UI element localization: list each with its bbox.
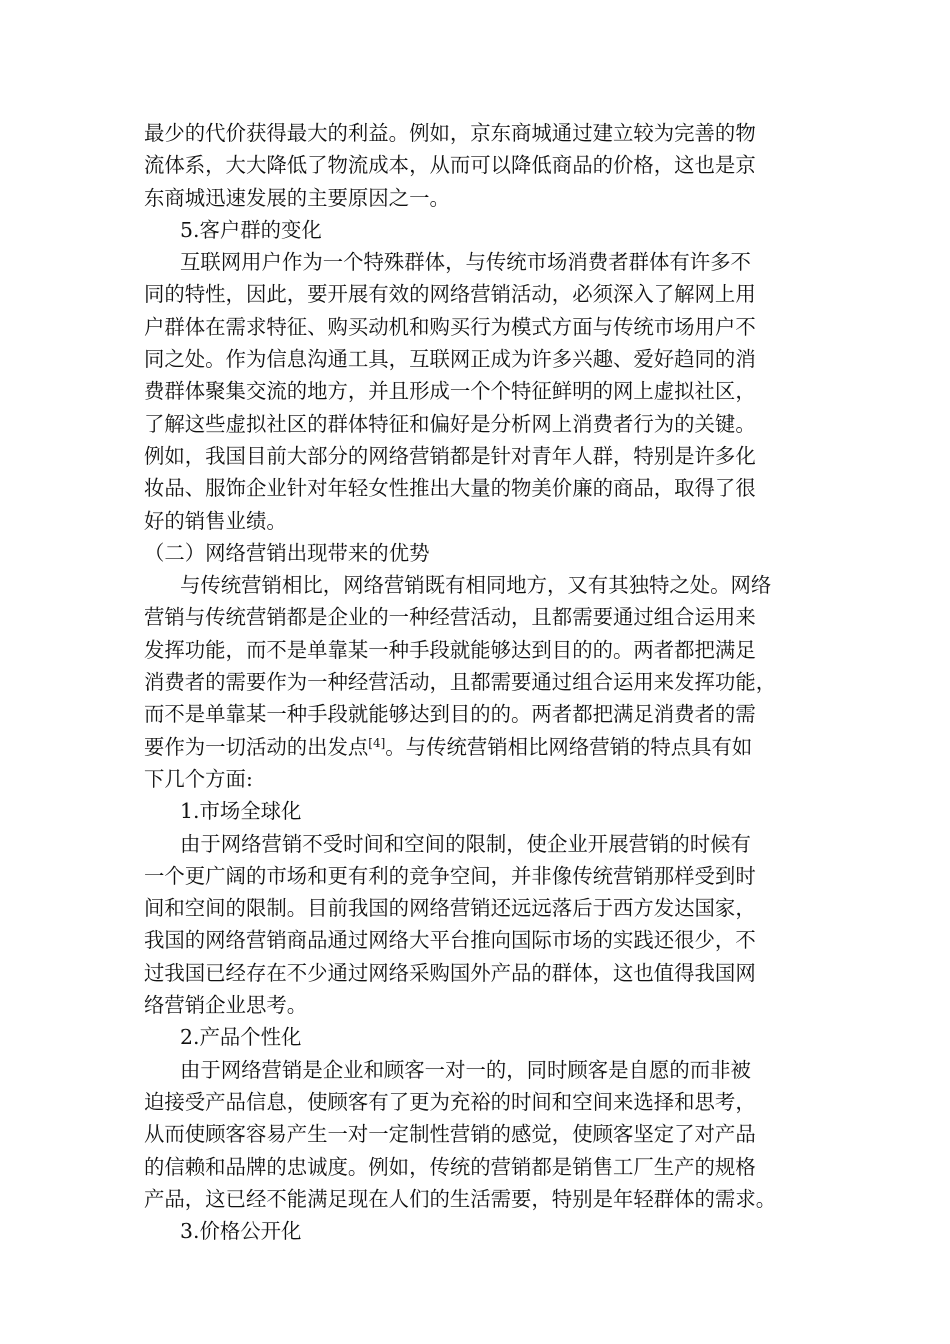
paragraph-line: 营销与传统营销都是企业的一种经营活动，且都需要通过组合运用来 [144, 605, 756, 630]
document-body [144, 117, 814, 1247]
paragraph-line: 消费者的需要作为一种经营活动，且都需要通过组合运用来发挥功能， [144, 670, 777, 695]
paragraph-line: 好的销售业绩。 [144, 508, 287, 533]
paragraph-line: 从而使顾客容易产生一对一定制性营销的感觉，使顾客坚定了对产品 [144, 1122, 756, 1147]
paragraph-line: 我国的网络营销商品通过网络大平台推向国际市场的实践还很少，不 [144, 928, 756, 953]
paragraph-line: 东商城迅速发展的主要原因之一。 [144, 185, 450, 210]
paragraph-line: 流体系，大大降低了物流成本，从而可以降低商品的价格，这也是京 [144, 153, 756, 178]
paragraph-line: 发挥功能，而不是单靠某一种手段就能够达到目的的。两者都把满足 [144, 637, 756, 662]
paragraph-line-with-citation [144, 731, 814, 763]
citation-line-tail: 。与传统营销相比网络营销的特点具有如 [385, 734, 753, 759]
paragraph-line: 例如，我国目前大部分的网络营销都是针对青年人群，特别是许多化 [144, 443, 756, 468]
section-heading: 5.客户群的变化 [180, 217, 322, 242]
paragraph-line: 户群体在需求特征、购买动机和购买行为模式方面与传统市场用户不 [144, 314, 756, 339]
paragraph-line: 互联网用户作为一个特殊群体，与传统市场消费者群体有许多不 [180, 250, 751, 275]
section-heading: 1.市场全球化 [180, 799, 302, 824]
paragraph-line: 与传统营销相比，网络营销既有相同地方，又有其独特之处。网络 [180, 573, 772, 598]
paragraph-line: 妆品、服饰企业针对年轻女性推出大量的物美价廉的商品，取得了很 [144, 476, 756, 501]
citation-line-text: 要作为一切活动的出发点 [144, 734, 369, 759]
paragraph-line: 产品，这已经不能满足现在人们的生活需要，特别是年轻群体的需求。 [144, 1186, 777, 1211]
paragraph-line: 同的特性，因此，要开展有效的网络营销活动，必须深入了解网上用 [144, 282, 756, 307]
section-heading: 3.价格公开化 [180, 1219, 302, 1244]
paragraph-line: 的信赖和品牌的忠诚度。例如，传统的营销都是销售工厂生产的规格 [144, 1154, 756, 1179]
paragraph-line: 了解这些虚拟社区的群体特征和偏好是分析网上消费者行为的关键。 [144, 411, 756, 436]
paragraph-line: 下几个方面: [144, 766, 253, 791]
paragraph-line: 过我国已经存在不少通过网络采购国外产品的群体，这也值得我国网 [144, 960, 756, 985]
paragraph-line: 迫接受产品信息，使顾客有了更为充裕的时间和空间来选择和思考， [144, 1089, 756, 1114]
paragraph-line: 由于网络营销是企业和顾客一对一的，同时顾客是自愿的而非被 [180, 1057, 751, 1082]
paragraph-line: 费群体聚集交流的地方，并且形成一个个特征鲜明的网上虚拟社区， [144, 379, 756, 404]
paragraph-line: 同之处。作为信息沟通工具，互联网正成为许多兴趣、爱好趋同的消 [144, 347, 756, 372]
citation-reference: [4] [368, 735, 386, 750]
paragraph-line: 由于网络营销不受时间和空间的限制，使企业开展营销的时候有 [180, 831, 751, 856]
section-heading: （二）网络营销出现带来的优势 [144, 540, 430, 565]
section-heading: 2.产品个性化 [180, 1025, 302, 1050]
paragraph-line: 最少的代价获得最大的利益。例如，京东商城通过建立较为完善的物 [144, 121, 756, 145]
paragraph-line: 一个更广阔的市场和更有利的竞争空间，并非像传统营销那样受到时 [144, 863, 756, 888]
paragraph-line: 间和空间的限制。目前我国的网络营销还远远落后于西方发达国家， [144, 896, 756, 921]
paragraph-line: 络营销企业思考。 [144, 993, 308, 1018]
paragraph-line: 而不是单靠某一种手段就能够达到目的的。两者都把满足消费者的需 [144, 702, 756, 727]
